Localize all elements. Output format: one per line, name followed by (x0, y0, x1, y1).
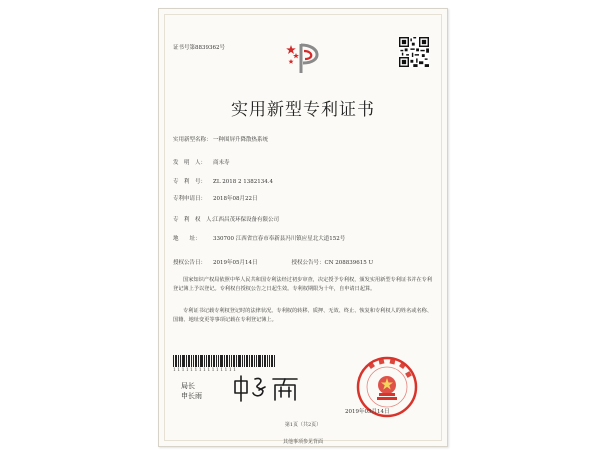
seal-date: 2019年05月14日 (345, 409, 390, 415)
field-label: 专 利 号： (173, 179, 207, 185)
field-label: 实用新型名称： (173, 137, 212, 143)
field-label: 地 址： (173, 236, 201, 242)
field-application-date (173, 196, 258, 203)
field-value: 一种围屏升降散热系统 (213, 137, 269, 143)
field-grant-date (173, 260, 373, 267)
page-number: 第1页（共2页） (284, 422, 322, 428)
cnipa-logo-icon (285, 41, 325, 75)
paragraph-status: 专利证书记载专利权登记时的法律状况。专利权的转移、质押、无效、终止、恢复和专利权人的姓名或名称、国籍、地址变更等事项记载在专利登记簿上。 (173, 308, 433, 323)
field-value: 330700 江西省宜春市奉新县冯川镇应星北大道152号 (213, 236, 346, 242)
field-address (173, 236, 345, 243)
field-value: 江西昌茂环保设备有限公司 (213, 217, 280, 223)
field-value: ZL 2018 2 1382134.4 (213, 179, 273, 185)
field-patentee (173, 217, 279, 224)
official-title: 局长 (181, 382, 195, 390)
qr-code-icon (399, 37, 429, 67)
field-value: 2018年08月22日 (213, 196, 258, 202)
field-patent-number (173, 179, 273, 186)
field-name (173, 137, 268, 144)
barcode-number: 1 1 1 1 1 1 1 1 1 1 1 1 1 1 1 (173, 368, 236, 373)
barcode-icon (173, 355, 275, 367)
official-name: 申长雨 (181, 392, 202, 400)
field-value: 商未寿 (213, 160, 230, 166)
field-value: 2019年05月14日 (213, 260, 258, 266)
field-inventor (173, 160, 230, 167)
field-label: 授权公告日： (173, 260, 207, 266)
certificate-title: 实用新型专利证书 (231, 100, 375, 120)
paragraph-grant: 国家知识产权局依照中华人民共和国专利法经过初步审查，决定授予专利权，颁发实用新型专利证书并在专利登记簿上予以登记。专利权自授权公告之日起生效。专利权期限为十年，自申请日起算。 (173, 277, 433, 292)
footer-note: 其他事项参见背面 (282, 439, 323, 445)
field-grant-number: 授权公告号：CN 208839615 U (291, 260, 374, 266)
certificate-paper (158, 8, 448, 447)
field-label: 专 利 权 人： (173, 217, 218, 223)
certificate-number: 证书号第8839362号 (173, 45, 225, 51)
field-label: 发 明 人： (173, 160, 207, 166)
signature-icon (229, 373, 301, 403)
field-label: 专利申请日： (173, 196, 207, 202)
